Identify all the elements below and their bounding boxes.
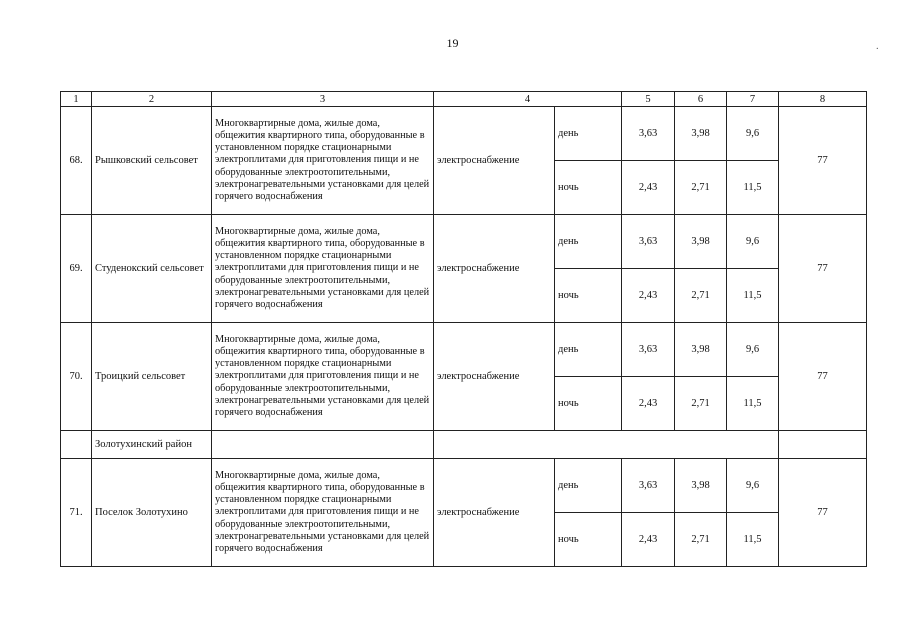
consumer-category: Многоквартирные дома, жилые дома, общежития квартирного типа, оборудованные в установленном порядке стационарными электроплитами для приготовления пищи и не оборудованные электроотопительными, электронагревательными установками для целей горячего водоснабжения — [212, 323, 434, 431]
header-cell: 3 — [212, 92, 434, 107]
table-row — [61, 107, 867, 161]
value-col7: 11,5 — [727, 377, 779, 431]
value-col5: 2,43 — [622, 377, 675, 431]
value-col7: 11,5 — [727, 513, 779, 567]
corner-mark: · — [875, 44, 879, 55]
settlement-name: Рышковский сельсовет — [92, 107, 212, 215]
period-label: ночь — [555, 161, 622, 215]
value-col6: 3,98 — [675, 107, 727, 161]
empty-cell — [779, 431, 867, 459]
header-cell: 2 — [92, 92, 212, 107]
value-col7: 11,5 — [727, 269, 779, 323]
header-cell: 7 — [727, 92, 779, 107]
tariff-table — [60, 91, 867, 567]
district-row — [61, 431, 867, 459]
header-cell: 1 — [61, 92, 92, 107]
value-col5: 3,63 — [622, 215, 675, 269]
service-type: электроснабжение — [434, 323, 555, 431]
settlement-name: Поселок Золотухино — [92, 459, 212, 567]
value-col8: 77 — [779, 323, 867, 431]
value-col6: 3,98 — [675, 215, 727, 269]
row-number: 68. — [61, 107, 92, 215]
empty-cell — [61, 431, 92, 459]
value-col5: 3,63 — [622, 323, 675, 377]
header-cell: 4 — [434, 92, 622, 107]
value-col5: 2,43 — [622, 513, 675, 567]
period-label: день — [555, 215, 622, 269]
table-row — [61, 323, 867, 377]
table-row — [61, 459, 867, 513]
value-col8: 77 — [779, 459, 867, 567]
period-label: ночь — [555, 377, 622, 431]
district-name: Золотухинский район — [92, 431, 212, 459]
value-col8: 77 — [779, 107, 867, 215]
page-number: 19 — [446, 36, 459, 50]
value-col7: 9,6 — [727, 459, 779, 513]
value-col6: 2,71 — [675, 269, 727, 323]
settlement-name: Студенокский сельсовет — [92, 215, 212, 323]
row-number: 69. — [61, 215, 92, 323]
value-col6: 2,71 — [675, 513, 727, 567]
value-col7: 9,6 — [727, 215, 779, 269]
consumer-category: Многоквартирные дома, жилые дома, общежития квартирного типа, оборудованные в установленном порядке стационарными электроплитами для приготовления пищи и не оборудованные электроотопительными, электронагревательными установками для целей горячего водоснабжения — [212, 459, 434, 567]
value-col7: 11,5 — [727, 161, 779, 215]
header-row — [61, 92, 867, 107]
value-col5: 3,63 — [622, 459, 675, 513]
consumer-category: Многоквартирные дома, жилые дома, общежития квартирного типа, оборудованные в установленном порядке стационарными электроплитами для приготовления пищи и не оборудованные электроотопительными, электронагревательными установками для целей горячего водоснабжения — [212, 215, 434, 323]
value-col5: 2,43 — [622, 161, 675, 215]
value-col6: 2,71 — [675, 377, 727, 431]
period-label: ночь — [555, 513, 622, 567]
period-label: день — [555, 107, 622, 161]
value-col7: 9,6 — [727, 323, 779, 377]
header-cell: 6 — [675, 92, 727, 107]
row-number: 71. — [61, 459, 92, 567]
service-type: электроснабжение — [434, 215, 555, 323]
table-row — [61, 215, 867, 269]
settlement-name: Троицкий сельсовет — [92, 323, 212, 431]
value-col7: 9,6 — [727, 107, 779, 161]
row-number: 70. — [61, 323, 92, 431]
service-type: электроснабжение — [434, 107, 555, 215]
header-cell: 8 — [779, 92, 867, 107]
value-col6: 2,71 — [675, 161, 727, 215]
value-col8: 77 — [779, 215, 867, 323]
value-col6: 3,98 — [675, 459, 727, 513]
value-col5: 2,43 — [622, 269, 675, 323]
empty-cell — [434, 431, 779, 459]
period-label: день — [555, 323, 622, 377]
header-cell: 5 — [622, 92, 675, 107]
period-label: ночь — [555, 269, 622, 323]
service-type: электроснабжение — [434, 459, 555, 567]
value-col5: 3,63 — [622, 107, 675, 161]
consumer-category: Многоквартирные дома, жилые дома, общежития квартирного типа, оборудованные в установленном порядке стационарными электроплитами для приготовления пищи и не оборудованные электроотопительными, электронагревательными установками для целей горячего водоснабжения — [212, 107, 434, 215]
empty-cell — [212, 431, 434, 459]
value-col6: 3,98 — [675, 323, 727, 377]
period-label: день — [555, 459, 622, 513]
